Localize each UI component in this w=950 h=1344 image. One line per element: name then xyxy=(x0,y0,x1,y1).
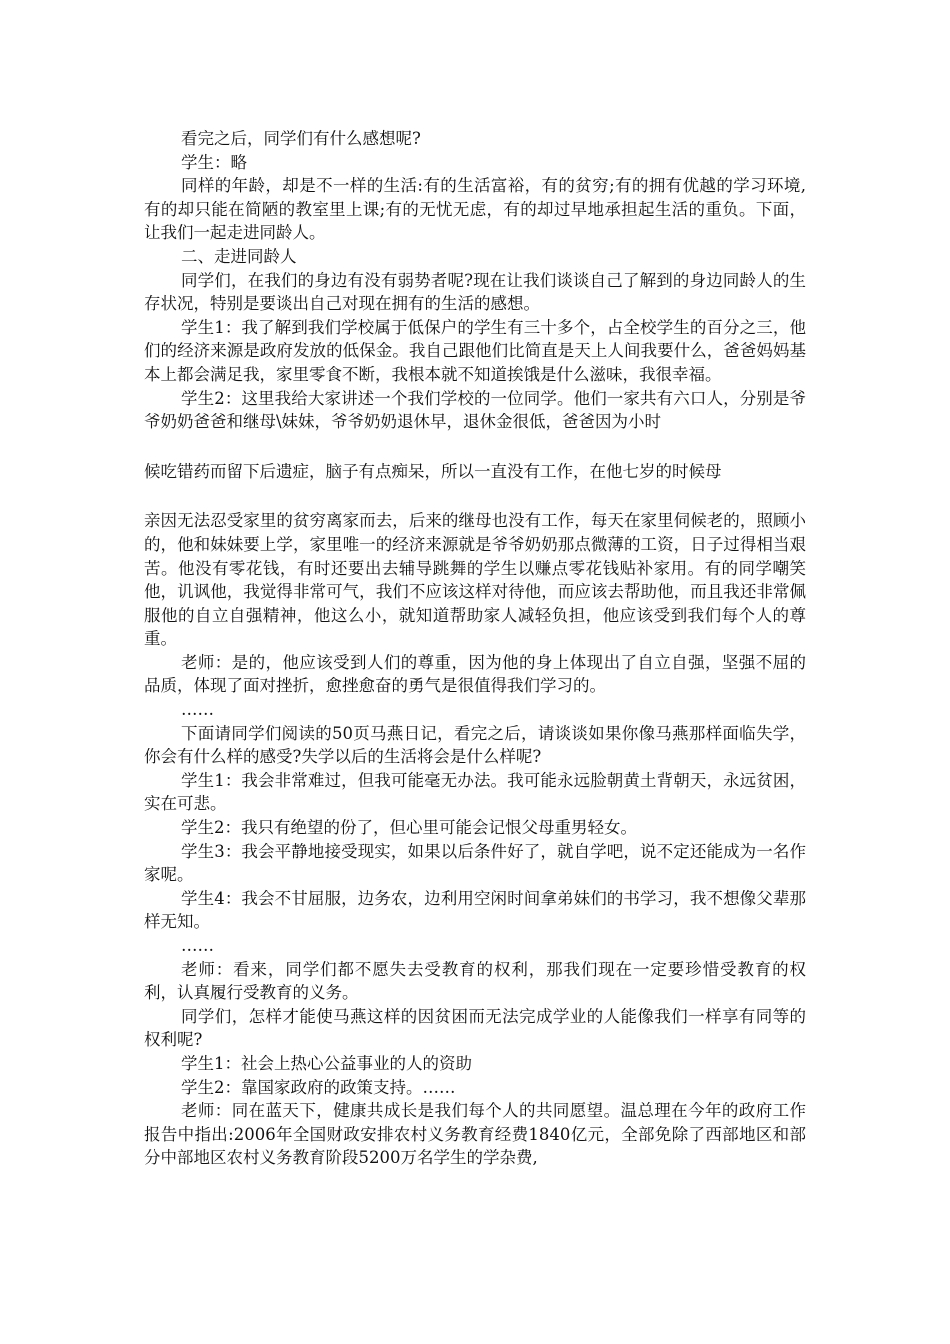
paragraph: 学生1：我会非常难过，但我可能毫无办法。我可能永远脸朝黄土背朝天，永远贫困，实在可悲。 xyxy=(144,770,806,814)
ellipsis: …… xyxy=(181,700,214,720)
paragraph: 老师：看来，同学们都不愿失去受教育的权利，那我们现在一定要珍惜受教育的权利，认真履行受教育的义务。 xyxy=(144,959,806,1003)
paragraph: 同样的年龄，却是不一样的生活:有的生活富裕，有的贫穷;有的拥有优越的学习环境,有的却只能在简陋的教室里上课;有的无忧无虑，有的却过早地承担起生活的重负。下面，让我们一起走进同龄人。 xyxy=(144,176,806,243)
paragraph: 下面请同学们阅读的50页马燕日记，看完之后，请谈谈如果你像马燕那样面临失学，你会有什么样的感受?失学以后的生活将会是什么样呢? xyxy=(144,723,806,767)
paragraph: 学生2：这里我给大家讲述一个我们学校的一位同学。他们一家共有六口人，分别是爷爷奶奶爸爸和继母\妹妹，爷爷奶奶退休早，退休金很低，爸爸因为小时 xyxy=(144,388,806,432)
document-body xyxy=(144,127,806,1170)
paragraph: 学生2：靠国家政府的政策支持。…… xyxy=(181,1077,456,1097)
paragraph: 同学们，在我们的身边有没有弱势者呢?现在让我们谈谈自己了解到的身边同龄人的生存状况，特别是要谈出自己对现在拥有的生活的感想。 xyxy=(144,270,806,314)
line-gap xyxy=(144,434,806,460)
paragraph: 老师：同在蓝天下，健康共成长是我们每个人的共同愿望。温总理在今年的政府工作报告中指出:2006年全国财政安排农村义务教育经费1840亿元，全部免除了西部地区和部分中部地区农村义务教育阶段5200万名学生的学杂费, xyxy=(144,1101,806,1168)
paragraph: 学生3：我会平静地接受现实，如果以后条件好了，就自学吧，说不定还能成为一名作家呢。 xyxy=(144,841,806,885)
paragraph: 学生1：我了解到我们学校属于低保户的学生有三十多个，占全校学生的百分之三，他们的经济来源是政府发放的低保金。我自己跟他们比简直是天上人间我要什么，爸爸妈妈基本上都会满足我，家里零食不断，我根本就不知道挨饿是什么滋味，我很幸福。 xyxy=(144,317,806,384)
paragraph-continuation: 亲因无法忍受家里的贫穷离家而去，后来的继母也没有工作，每天在家里伺候老的，照顾小的，他和妹妹要上学，家里唯一的经济来源就是爷爷奶奶那点微薄的工资，日子过得相当艰苦。他没有零花钱，有时还要出去辅导跳舞的学生以赚点零花钱贴补家用。有的同学嘲笑他，讥讽他，我觉得非常可气，我们不应该这样对待他，而应该去帮助他，而且我还非常佩服他的自立自强精神，他这么小，就知道帮助家人减轻负担，他应该受到我们每个人的尊重。 xyxy=(144,511,806,649)
section-heading: 二、走进同龄人 xyxy=(181,246,297,266)
paragraph: 学生4：我会不甘屈服，边务农，边利用空闲时间拿弟妹们的书学习，我不想像父辈那样无知。 xyxy=(144,888,806,932)
paragraph: 同学们，怎样才能使马燕这样的因贫困而无法完成学业的人能像我们一样享有同等的权利呢? xyxy=(144,1006,806,1050)
paragraph: 看完之后，同学们有什么感想呢? xyxy=(181,129,421,148)
line-gap xyxy=(144,483,806,509)
paragraph: 学生：略 xyxy=(181,152,247,172)
paragraph: 老师：是的，他应该受到人们的尊重，因为他的身上体现出了自立自强，坚强不屈的品质，体现了面对挫折，愈挫愈奋的勇气是很值得我们学习的。 xyxy=(144,652,806,696)
ellipsis: …… xyxy=(181,936,214,955)
paragraph: 学生2：我只有绝望的份了，但心里可能会记恨父母重男轻女。 xyxy=(181,818,637,838)
paragraph-continuation: 候吃错药而留下后遗症，脑子有点痴呆，所以一直没有工作，在他七岁的时候母 xyxy=(144,461,722,481)
paragraph: 学生1：社会上热心公益事业的人的资助 xyxy=(181,1053,472,1073)
